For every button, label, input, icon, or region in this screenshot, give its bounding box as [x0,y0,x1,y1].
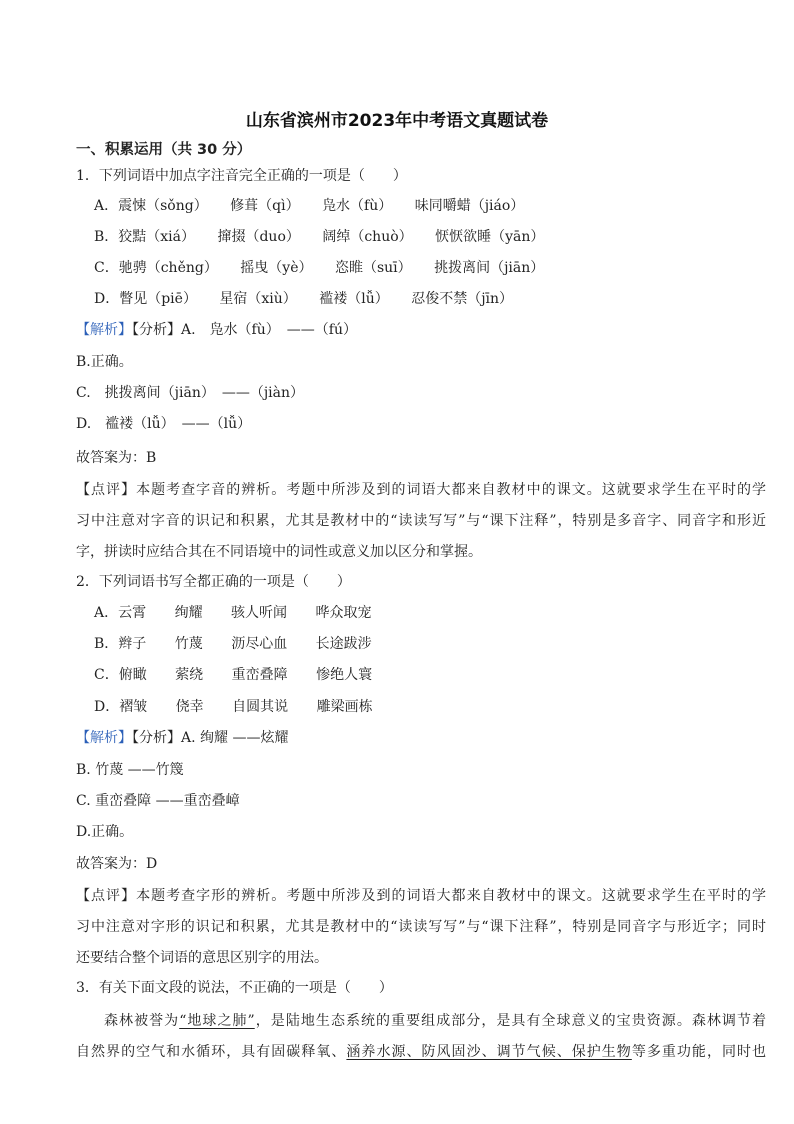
analysis-tag: 【解析】 [76,730,132,746]
underlined-phrase: “地球之肺” [179,1013,255,1029]
q1-option-a[interactable]: A．震悚（sǒng） 修葺（qì） 凫水（fù） 味同嚼蜡（jiáo） [94,198,525,214]
q1-analysis-d: D. 褴褛（lǚ） ——（lǚ） [76,416,252,432]
q2-option-d[interactable]: D．褶皱 侥幸 自圆其说 雕梁画栋 [94,699,373,715]
q2-option-c[interactable]: C．俯瞰 萦绕 重峦叠障 惨绝人寰 [94,667,373,683]
underlined-phrase: 涵养水源、防风固沙、调节气候、保护生物 [346,1044,632,1060]
q2-comment-line-2: 习中注意对字形的识记和积累，尤其是教材中的“读读写写”与“课下注释”，特别是同音字与形近字；同时 [76,919,766,935]
q2-analysis-b: B. 竹蔑 ——竹篾 [76,762,184,778]
comment-tag: 【点评】 [76,888,137,904]
q2-option-b[interactable]: B．辫子 竹蔑 沥尽心血 长途跋涉 [94,636,372,652]
q2-analysis: 【解析】【分析】A. 绚耀 ——炫耀 [76,730,289,746]
q2-analysis-c: C. 重峦叠障 ——重峦叠嶂 [76,793,240,809]
q1-analysis: 【解析】【分析】A. 凫水（fù） ——（fú） [76,322,357,338]
question-2-stem: 2．下列词语书写全都正确的一项是（ ） [76,574,351,590]
q1-option-b[interactable]: B．狡黠（xiá） 撺掇（duo） 阔绰（chuò） 恹恹欲睡（yān） [94,229,545,245]
section-heading: 一、积累运用（共 30 分） [76,142,252,158]
page-title: 山东省滨州市2023年中考语文真题试卷 [245,111,549,131]
q1-analysis-b: B.正确。 [76,354,133,370]
q1-comment-line-1: 【点评】本题考查字音的辨析。考题中所涉及到的词语大都来自教材中的课文。这就要求学生在平时的学 [76,482,767,498]
q2-comment-line-3: 还要结合整个词语的意思区别字的用法。 [76,950,328,966]
q1-comment-line-2: 习中注意对字音的识记和积累，尤其是教材中的“读读写写”与“课下注释”，特别是多音字、同音字和形近 [76,513,766,529]
q1-option-d[interactable]: D．瞥见（piē） 星宿（xiù） 褴褛（lǚ） 忍俊不禁（jīn） [94,291,514,307]
question-1-stem: 1．下列词语中加点字注音完全正确的一项是（ ） [76,168,407,184]
q1-answer: 故答案为：B [76,450,157,466]
q1-option-c[interactable]: C．驰骋（chěng） 摇曳（yè） 恣睢（suī） 挑拨离间（jiān） [94,260,545,276]
q1-analysis-c: C. 挑拨离间（jiān） ——（jiàn） [76,385,305,401]
question-3-stem: 3．有关下面文段的说法，不正确的一项是（ ） [76,980,393,996]
q2-answer: 故答案为：D [76,856,158,872]
q3-passage-line-2: 自然界的空气和水循环，具有固碳释氧、涵养水源、防风固沙、调节气候、保护生物等多重功能，同时也 [76,1044,767,1060]
q2-option-a[interactable]: A．云霄 绚耀 骇人听闻 哗众取宠 [94,605,372,621]
q2-analysis-d: D.正确。 [76,824,134,840]
comment-tag: 【点评】 [76,482,137,498]
analysis-tag: 【解析】 [76,322,132,338]
q1-comment-line-3: 字，拼读时应结合其在不同语境中的词性或意义加以区分和掌握。 [76,544,482,560]
q3-passage-line-1: 森林被誉为“地球之肺”，是陆地生态系统的重要组成部分，是具有全球意义的宝贵资源。森林调节着 [104,1013,767,1029]
q2-comment-line-1: 【点评】本题考查字形的辨析。考题中所涉及到的词语大都来自教材中的课文。这就要求学生在平时的学 [76,888,767,904]
